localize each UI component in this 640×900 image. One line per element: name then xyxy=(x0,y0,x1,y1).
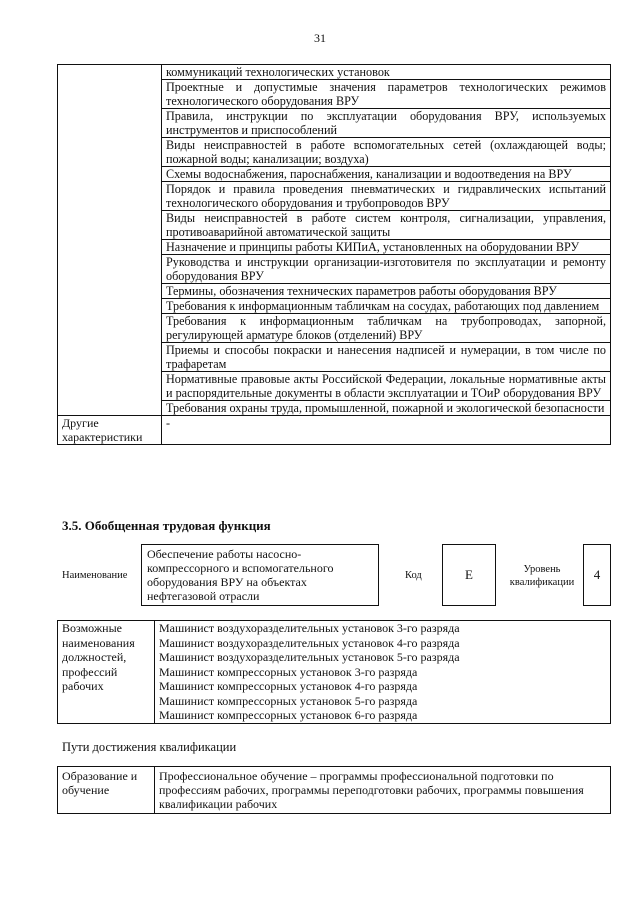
knowledge-table-body xyxy=(58,65,611,445)
page-number: 31 xyxy=(314,31,326,45)
gtf-level-label: Уровень квалификации xyxy=(509,564,575,588)
position-item: Машинист воздухоразделительных установок 5-го разряда xyxy=(159,650,460,664)
knowledge-item: Виды неисправностей в работе вспомогательных сетей (охлаждающей воды; пожарной воды; канализации; воздуха) xyxy=(162,138,611,167)
position-item: Машинист воздухоразделительных установок 3-го разряда xyxy=(159,621,460,635)
gtf-code-label: Код xyxy=(405,570,422,581)
positions-label: Возможные наименования должностей, профессий рабочих xyxy=(58,621,155,724)
section-title: 3.5. Обобщенная трудовая функция xyxy=(62,518,271,533)
other-characteristics-label: Другие характеристики xyxy=(58,416,162,445)
gtf-level-value: 4 xyxy=(583,544,611,606)
knowledge-item: Требования к информационным табличкам на сосудах, работающих под давлением xyxy=(162,299,611,314)
knowledge-item: Требования к информационным табличкам на трубопроводах, запорной, регулирующей арматуре блоков (отделений) ВРУ xyxy=(162,314,611,343)
knowledge-item: Порядок и правила проведения пневматических и гидравлических испытаний технологического оборудования и трубопроводов ВРУ xyxy=(162,182,611,211)
education-label: Образование и обучение xyxy=(58,767,155,814)
position-item: Машинист компрессорных установок 5-го разряда xyxy=(159,693,418,708)
knowledge-item: Руководства и инструкции организации-изготовителя по эксплуатации и ремонту оборудования ВРУ xyxy=(162,255,611,284)
knowledge-item: Нормативные правовые акты Российской Федерации, локальные нормативные акты и распорядительные документы в области эксплуатации и ТОиР оборудования ВРУ xyxy=(162,372,611,401)
position-item: Машинист компрессорных установок 4-го разряда xyxy=(159,679,418,693)
knowledge-item: Термины, обозначения технических параметров работы оборудования ВРУ xyxy=(162,284,611,299)
positions-row xyxy=(58,621,611,724)
gtf-code-value: Е xyxy=(442,544,496,606)
position-item: Машинист компрессорных установок 3-го разряда xyxy=(159,664,418,679)
knowledge-table xyxy=(57,64,611,445)
knowledge-item: Виды неисправностей в работе систем контроля, сигнализации, управления, противоаварийной автоматической защиты xyxy=(162,211,611,240)
gtf-name-value: Обеспечение работы насосно-компрессорного и вспомогательного оборудования ВРУ на объектах нефтегазовой отрасли xyxy=(141,544,379,606)
education-row xyxy=(58,767,611,814)
education-table xyxy=(57,766,611,814)
positions-list xyxy=(155,621,611,724)
knowledge-item: Приемы и способы покраски и нанесения надписей и нумерации, в том числе по трафаретам xyxy=(162,343,611,372)
gtf-name-label: Наименование xyxy=(62,570,128,581)
knowledge-label-cell xyxy=(58,65,162,416)
knowledge-item: Схемы водоснабжения, пароснабжения, канализации и водоотведения на ВРУ xyxy=(162,167,611,182)
education-value: Профессиональное обучение – программы профессиональной подготовки по профессиям рабочих, программы переподготовки рабочих, программы повышения квалификации рабочих xyxy=(155,767,611,814)
knowledge-item: Требования охраны труда, промышленной, пожарной и экологической безопасности xyxy=(162,401,611,416)
positions-table xyxy=(57,620,611,724)
position-item: Машинист воздухоразделительных установок 4-го разряда xyxy=(159,635,460,650)
position-item: Машинист компрессорных установок 6-го разряда xyxy=(159,708,418,722)
knowledge-item: коммуникаций технологических установок xyxy=(162,65,611,80)
knowledge-item: Правила, инструкции по эксплуатации оборудования ВРУ, используемых инструментов и приспособлений xyxy=(162,109,611,138)
knowledge-row xyxy=(58,65,611,80)
paths-heading: Пути достижения квалификации xyxy=(62,740,237,754)
knowledge-item: Назначение и принципы работы КИПиА, установленных на оборудовании ВРУ xyxy=(162,240,611,255)
other-characteristics-value: - xyxy=(162,416,611,445)
knowledge-item: Проектные и допустимые значения параметров технологических режимов технологического оборудования ВРУ xyxy=(162,80,611,109)
generalized-labor-function xyxy=(0,544,640,608)
other-characteristics-row xyxy=(58,416,611,445)
